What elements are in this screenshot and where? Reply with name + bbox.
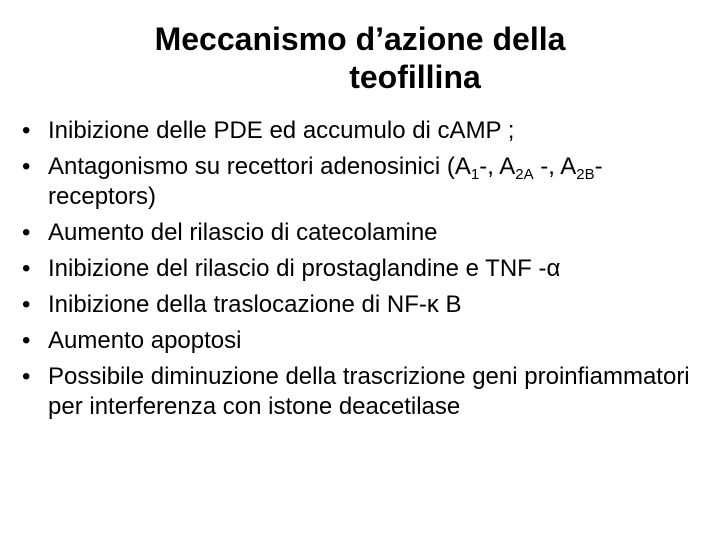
title-line-2: teofillina — [349, 59, 481, 95]
bullet-text: Aumento del rilascio di catecolamine — [48, 219, 438, 246]
bullet-dot-icon: • — [22, 219, 31, 246]
title-line-1: Meccanismo d’azione della — [154, 21, 566, 57]
subscript: 1 — [470, 166, 480, 183]
bullet-text: Aumento apoptosi — [48, 327, 242, 354]
bullet-text-part: Antagonismo su recettori adenosinici (A — [48, 153, 471, 180]
bullet-dot-icon: • — [22, 327, 31, 354]
bullet-text-part: -, A — [533, 153, 577, 180]
bullet-dot-icon: • — [22, 255, 31, 282]
bullet-item-nfkb — [0, 290, 720, 320]
bullet-item-histone — [0, 362, 720, 422]
bullet-dot-icon: • — [22, 117, 31, 144]
bullet-text: Possibile diminuzione della trascrizione geni proinfiammatori per interferenza con istone deacetilase — [48, 363, 690, 420]
subscript: 2A — [515, 166, 534, 183]
bullet-dot-icon: • — [22, 363, 31, 390]
bullet-item-catecholamine — [0, 218, 720, 248]
bullet-text: Inibizione della traslocazione di NF-κ B — [48, 291, 462, 318]
bullet-dot-icon: • — [22, 153, 31, 180]
bullet-item-prostaglandin — [0, 254, 720, 284]
bullet-item-pde — [0, 116, 720, 146]
bullet-text-part: -, A — [479, 153, 516, 180]
bullet-list — [0, 116, 720, 428]
bullet-text-part: -receptors) — [48, 153, 603, 210]
subscript: 2B — [576, 166, 595, 183]
slide-title — [0, 20, 720, 96]
bullet-dot-icon: • — [22, 291, 31, 318]
bullet-item-adenosine — [0, 152, 720, 212]
bullet-text: Inibizione delle PDE ed accumulo di cAMP ; — [48, 117, 515, 144]
bullet-text: Inibizione del rilascio di prostaglandine e TNF -α — [48, 255, 561, 282]
bullet-item-apoptosis — [0, 326, 720, 356]
